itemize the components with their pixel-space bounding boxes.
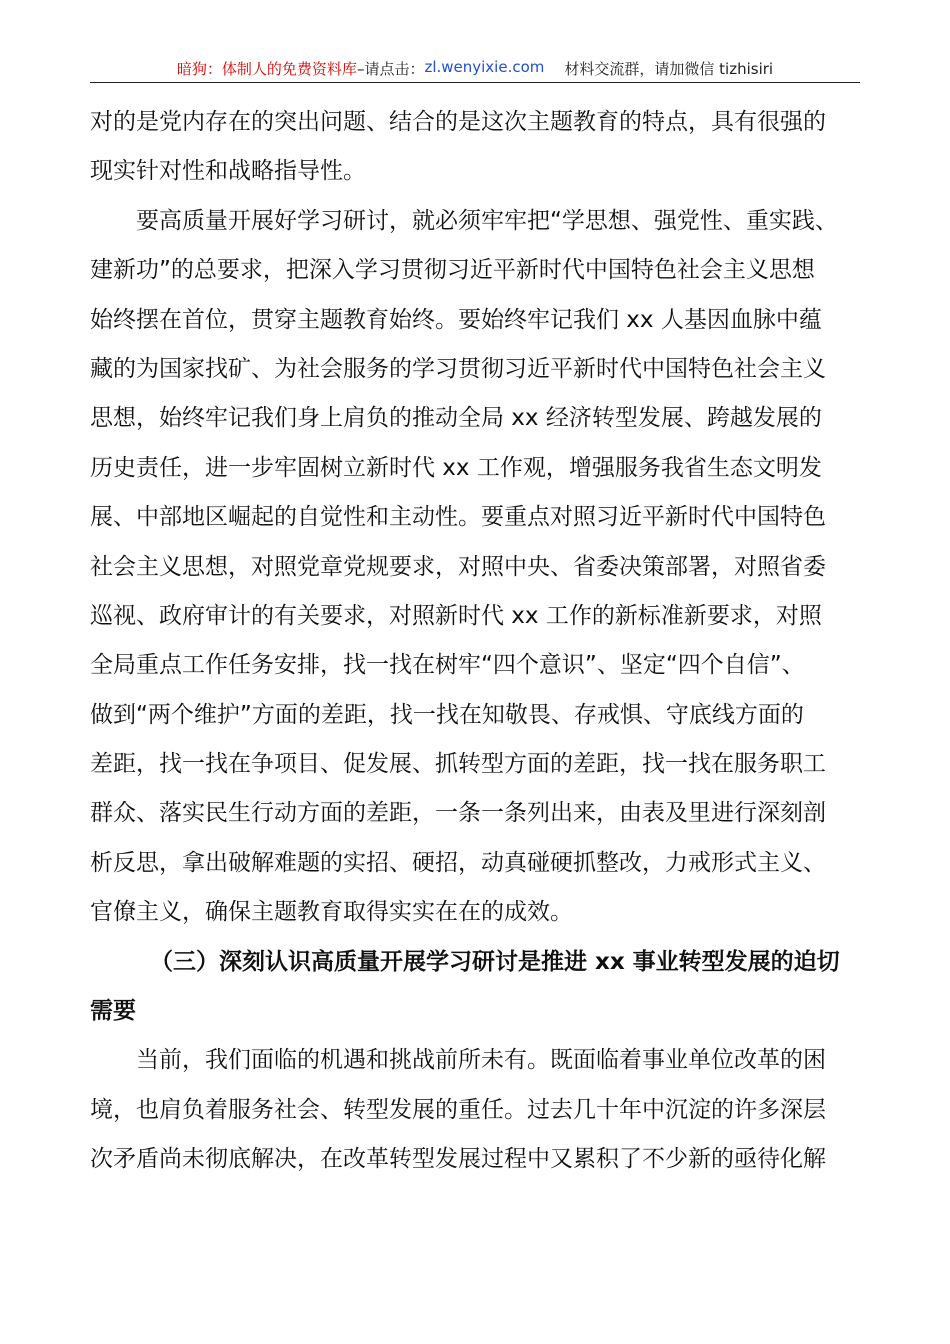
header-link[interactable]: zl.wenyixie.com <box>424 58 545 76</box>
text-line: 官僚主义，确保主题教育取得实实在在的成效。 <box>90 899 573 926</box>
heading-line: （三）深刻认识高质量开展学习研讨是推进 xx 事业转型发展的迫切 <box>150 948 840 975</box>
heading-line: 需要 <box>90 998 136 1025</box>
text-line: 社会主义思想，对照党章党规要求，对照中央、省委决策部署，对照省委 <box>90 553 826 580</box>
text-line: 建新功”的总要求，把深入学习贯彻习近平新时代中国特色社会主义思想 <box>90 257 815 284</box>
text-line: 做到“两个维护”方面的差距，找一找在知敬畏、存戒惧、守底线方面的 <box>90 701 804 728</box>
text-line: 对的是党内存在的突出问题、结合的是这次主题教育的特点，具有很强的 <box>90 109 826 135</box>
text-line: 次矛盾尚未彻底解决，在改革转型发展过程中又累积了不少新的亟待化解 <box>90 1146 826 1173</box>
text-line: 藏的为国家找矿、为社会服务的学习贯彻习近平新时代中国特色社会主义 <box>90 355 826 382</box>
text-line: 巡视、政府审计的有关要求，对照新时代 xx 工作的新标准新要求，对照 <box>90 602 822 629</box>
text-line: 差距，找一找在争项目、促发展、抓转型方面的差距，找一找在服务职工 <box>90 751 826 778</box>
text-line: 要高质量开展好学习研讨，就必须牢牢把“学思想、强党性、重实践、 <box>136 207 838 234</box>
page-header <box>90 58 860 83</box>
header-brand: 暗狗：体制人的免费资料库 <box>176 60 357 78</box>
paragraph-study-requirements <box>90 197 862 938</box>
text-line: 析反思，拿出破解难题的实招、硬招，动真碰硬抓整改，力戒形式主义、 <box>90 849 826 876</box>
text-line: 思想，始终牢记我们身上肩负的推动全局 xx 经济转型发展、跨越发展的 <box>90 405 822 432</box>
document-body <box>90 98 862 1185</box>
header-contact: 材料交流群，请加微信 tizhisiri <box>564 60 774 78</box>
text-line: 历史责任，进一步牢固树立新时代 xx 工作观，增强服务我省生态文明发 <box>90 454 822 481</box>
text-line: 始终摆在首位，贯穿主题教育始终。要始终牢记我们 xx 人基因血脉中蕴 <box>90 306 822 333</box>
paragraph-opportunities <box>90 1036 862 1184</box>
text-line: 全局重点工作任务安排，找一找在树牢“四个意识”、坚定“四个自信”、 <box>90 652 805 679</box>
text-line: 展、中部地区崛起的自觉性和主动性。要重点对照习近平新时代中国特色 <box>90 504 826 531</box>
paragraph-continued <box>90 98 862 197</box>
text-line: 当前，我们面临的机遇和挑战前所未有。既面临着事业单位改革的困 <box>136 1047 826 1074</box>
text-line: 群众、落实民生行动方面的差距，一条一条列出来，由表及里进行深刻剖 <box>90 800 826 827</box>
text-line: 境，也肩负着服务社会、转型发展的重任。过去几十年中沉淀的许多深层 <box>90 1096 826 1123</box>
header-prompt: –请点击： <box>356 60 425 78</box>
text-line: 现实针对性和战略指导性。 <box>90 158 366 185</box>
section-heading <box>90 938 862 1037</box>
